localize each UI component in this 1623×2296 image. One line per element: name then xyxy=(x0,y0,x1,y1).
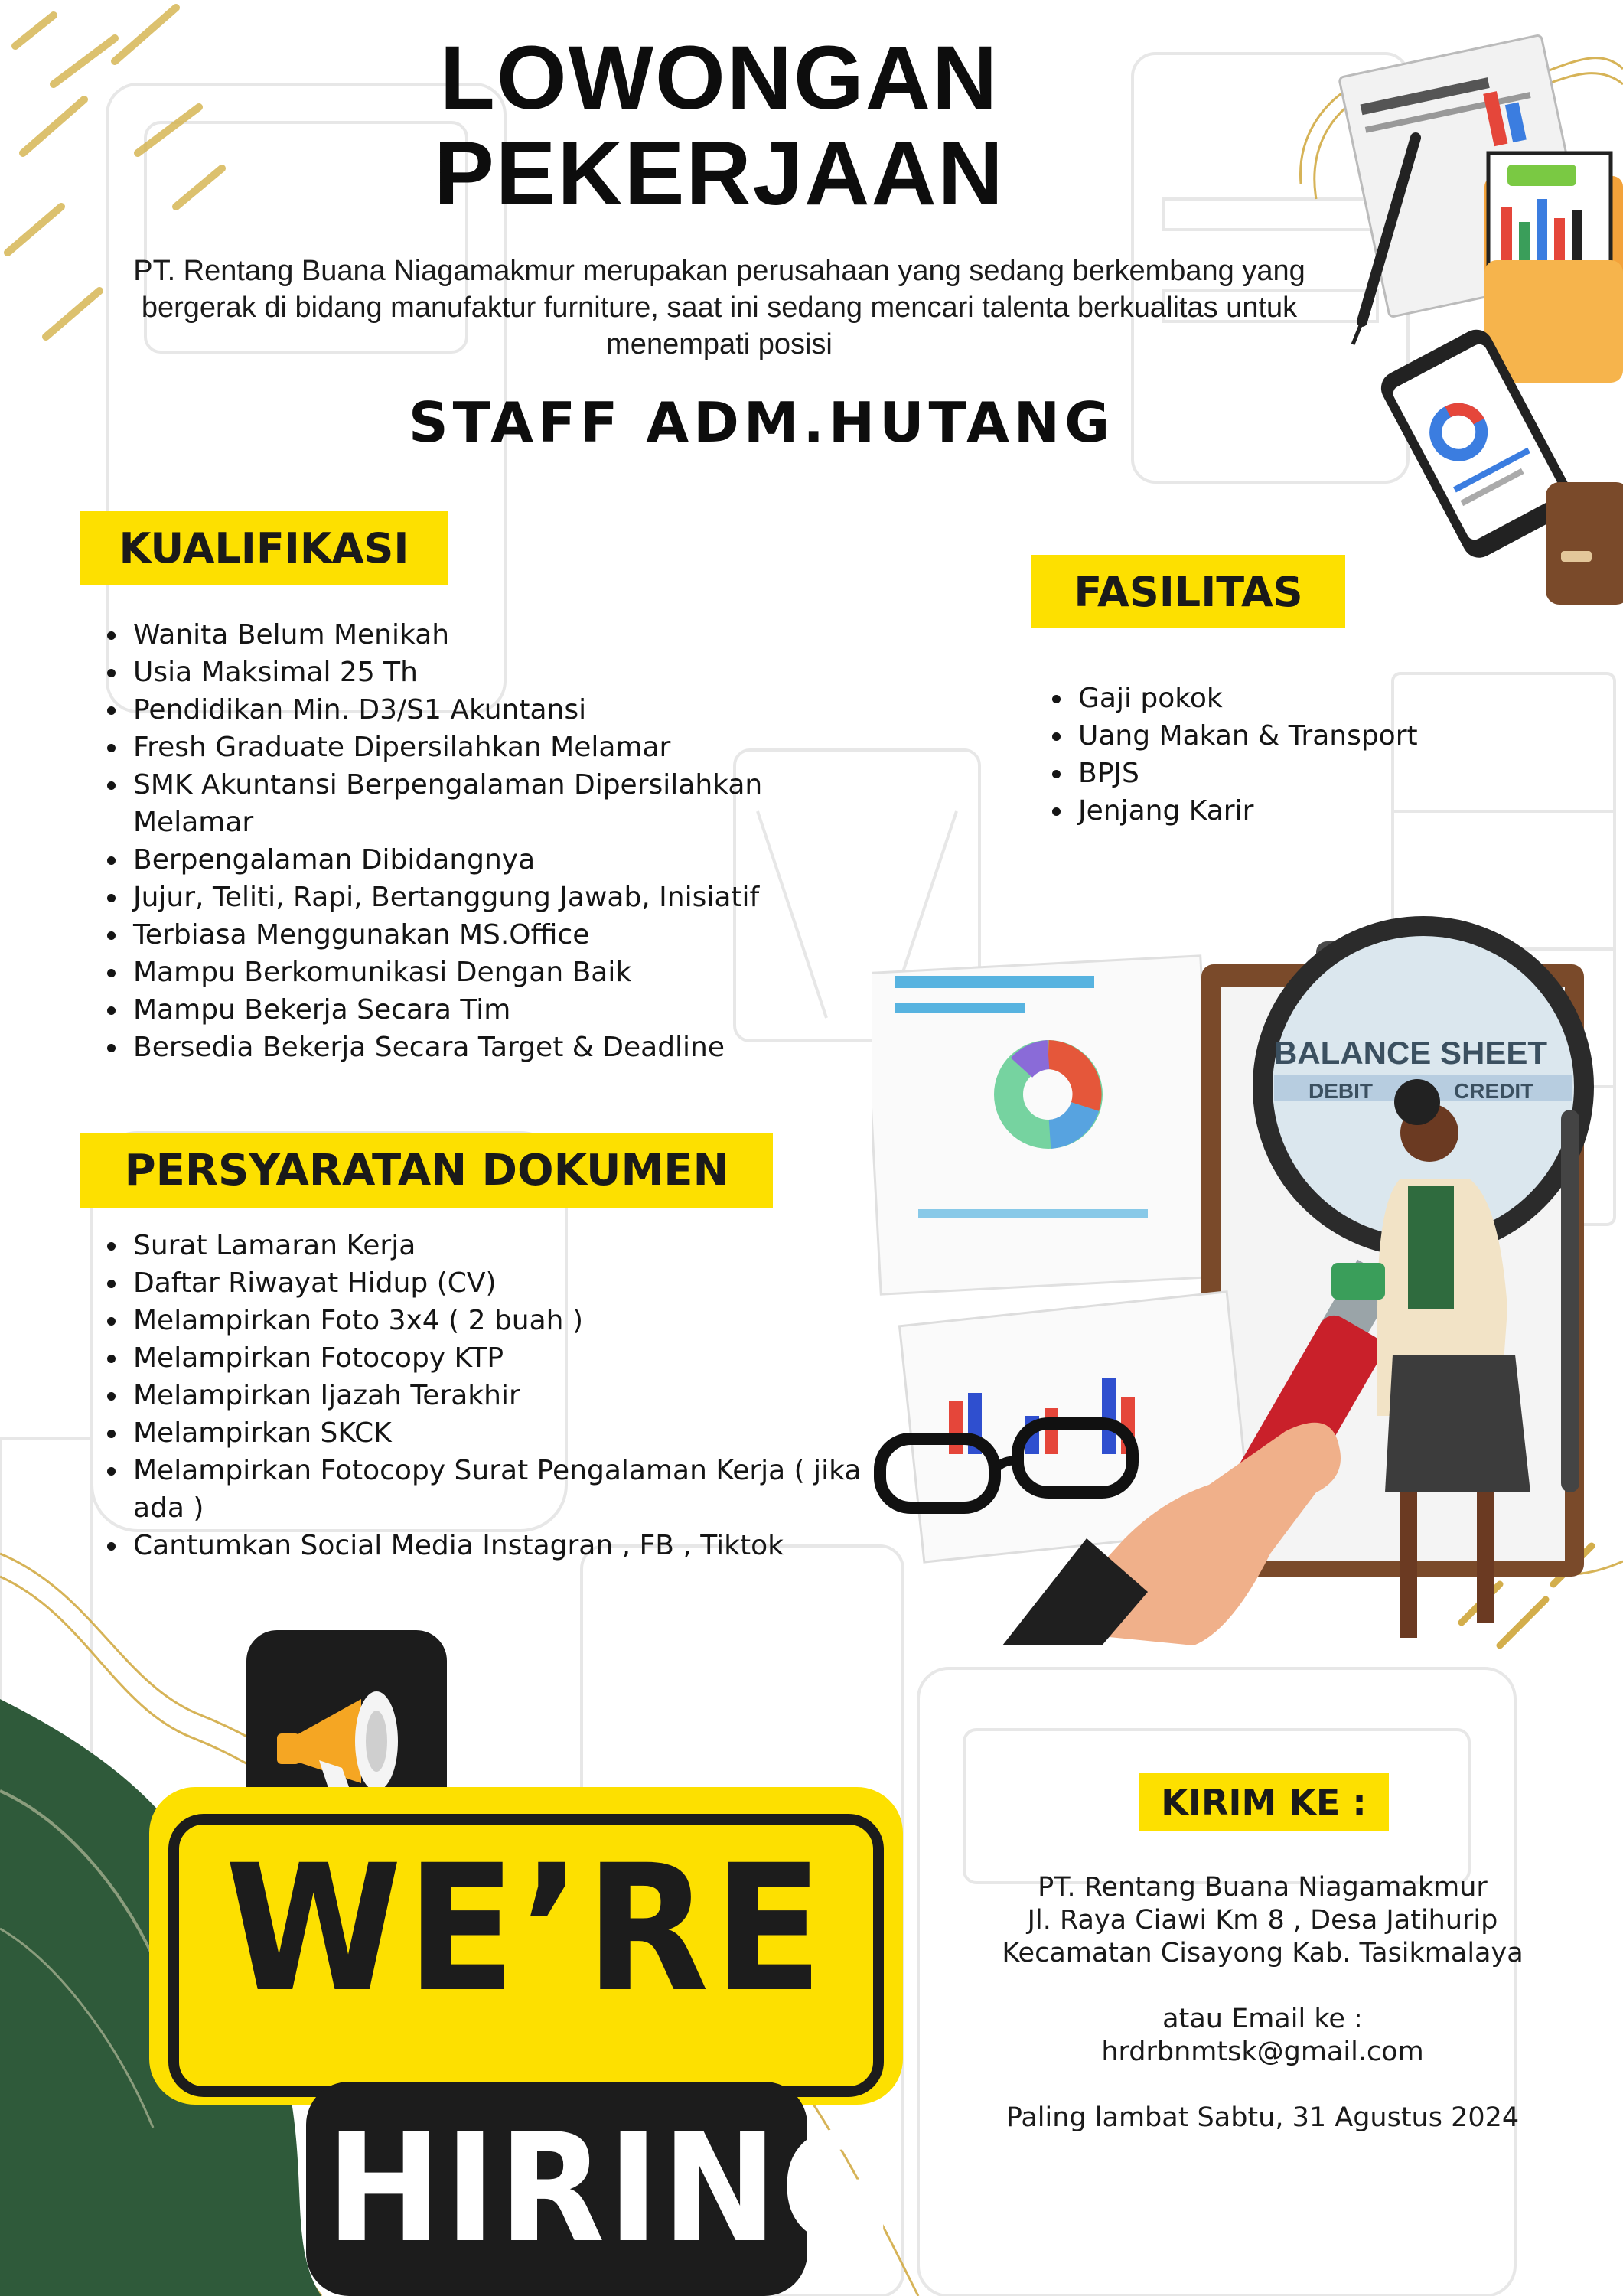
debit-label: DEBIT xyxy=(1309,1079,1373,1103)
kirim-address-line-1: Jl. Raya Ciawi Km 8 , Desa Jatihurip xyxy=(1027,1905,1498,1936)
kirim-company: PT. Rentang Buana Niagamakmur xyxy=(1038,1872,1488,1903)
office-documents-illustration xyxy=(1331,15,1623,612)
title-line-2: PEKERJAAN xyxy=(434,123,1005,224)
kualifikasi-item: • Bersedia Bekerja Secara Target & Deadline xyxy=(129,1029,863,1066)
dokumen-item: • Melampirkan Ijazah Terakhir xyxy=(129,1377,894,1414)
folder-icon xyxy=(1484,153,1623,383)
kirim-email: hrdrbnmtsk@gmail.com xyxy=(1101,2037,1424,2067)
wallet-icon xyxy=(1546,482,1623,605)
kirim-email-label: atau Email ke : xyxy=(1162,2004,1363,2034)
kualifikasi-item: • Usia Maksimal 25 Th xyxy=(129,654,863,691)
balance-sheet-illustration xyxy=(872,880,1623,1645)
title-line-1: LOWONGAN xyxy=(439,28,999,129)
kualifikasi-label-text: KUALIFIKASI xyxy=(119,523,409,572)
dokumen-list xyxy=(83,1227,894,1564)
were-hiring-sign xyxy=(149,1776,911,2296)
dokumen-item: • Melampirkan Foto 3x4 ( 2 buah ) xyxy=(129,1302,894,1339)
kualifikasi-item: • Mampu Bekerja Secara Tim xyxy=(129,991,863,1029)
fasilitas-item: • Uang Makan & Transport xyxy=(1074,717,1563,755)
kualifikasi-item: • Pendidikan Min. D3/S1 Akuntansi xyxy=(129,691,863,729)
dokumen-label xyxy=(80,1133,773,1208)
kualifikasi-label xyxy=(80,511,448,585)
page-title xyxy=(0,28,1439,224)
credit-label: CREDIT xyxy=(1454,1079,1534,1103)
kirim-details xyxy=(941,1871,1584,2135)
were-text: WE’RE xyxy=(225,1827,827,2030)
fasilitas-item: • Jenjang Karir xyxy=(1074,792,1563,830)
dokumen-item: • Surat Lamaran Kerja xyxy=(129,1227,894,1264)
kirim-address-line-2: Kecamatan Cisayong Kab. Tasikmalaya xyxy=(1002,1938,1524,1968)
kualifikasi-item: • SMK Akuntansi Berpengalaman Dipersilahkan Melamar xyxy=(129,766,863,841)
dokumen-item: • Melampirkan SKCK xyxy=(129,1414,894,1452)
dokumen-item: • Daftar Riwayat Hidup (CV) xyxy=(129,1264,894,1302)
kirim-label xyxy=(1139,1773,1389,1831)
fasilitas-label xyxy=(1031,555,1345,628)
kualifikasi-item: • Terbiasa Menggunakan MS.Office xyxy=(129,916,863,954)
balance-sheet-label: BALANCE SHEET xyxy=(1274,1035,1548,1071)
kualifikasi-item: • Jujur, Teliti, Rapi, Bertanggung Jawab, Inisiatif xyxy=(129,879,863,916)
company-intro: PT. Rentang Buana Niagamakmur merupakan perusahaan yang sedang berkembang yang bergerak di bidang manufaktur furniture, saat ini sedang mencari talenta berkualitas untuk menempati posisi xyxy=(133,255,1305,360)
kualifikasi-item: • Wanita Belum Menikah xyxy=(129,616,863,654)
fasilitas-label-text: FASILITAS xyxy=(1074,567,1303,616)
dokumen-item: • Melampirkan Fotocopy KTP xyxy=(129,1339,894,1377)
dokumen-label-text: PERSYARATAN DOKUMEN xyxy=(124,1145,729,1195)
position-title: STAFF ADM.HUTANG xyxy=(408,390,1115,455)
kualifikasi-item: • Mampu Berkomunikasi Dengan Baik xyxy=(129,954,863,991)
kualifikasi-item: • Berpengalaman Dibidangnya xyxy=(129,841,863,879)
dokumen-item: • Cantumkan Social Media Instagran , FB , Tiktok xyxy=(129,1527,894,1564)
kualifikasi-item: • Fresh Graduate Dipersilahkan Melamar xyxy=(129,729,863,766)
kirim-deadline: Paling lambat Sabtu, 31 Agustus 2024 xyxy=(1005,2102,1520,2133)
kirim-label-text: KIRIM KE : xyxy=(1161,1782,1367,1823)
dokumen-item: • Melampirkan Fotocopy Surat Pengalaman Kerja ( jika ada ) xyxy=(129,1452,894,1527)
kualifikasi-list xyxy=(83,616,863,1066)
fasilitas-item: • BPJS xyxy=(1074,755,1563,792)
hiring-text: HIRING xyxy=(326,2102,897,2276)
fasilitas-item: • Gaji pokok xyxy=(1074,680,1563,717)
fasilitas-list xyxy=(1028,680,1563,830)
